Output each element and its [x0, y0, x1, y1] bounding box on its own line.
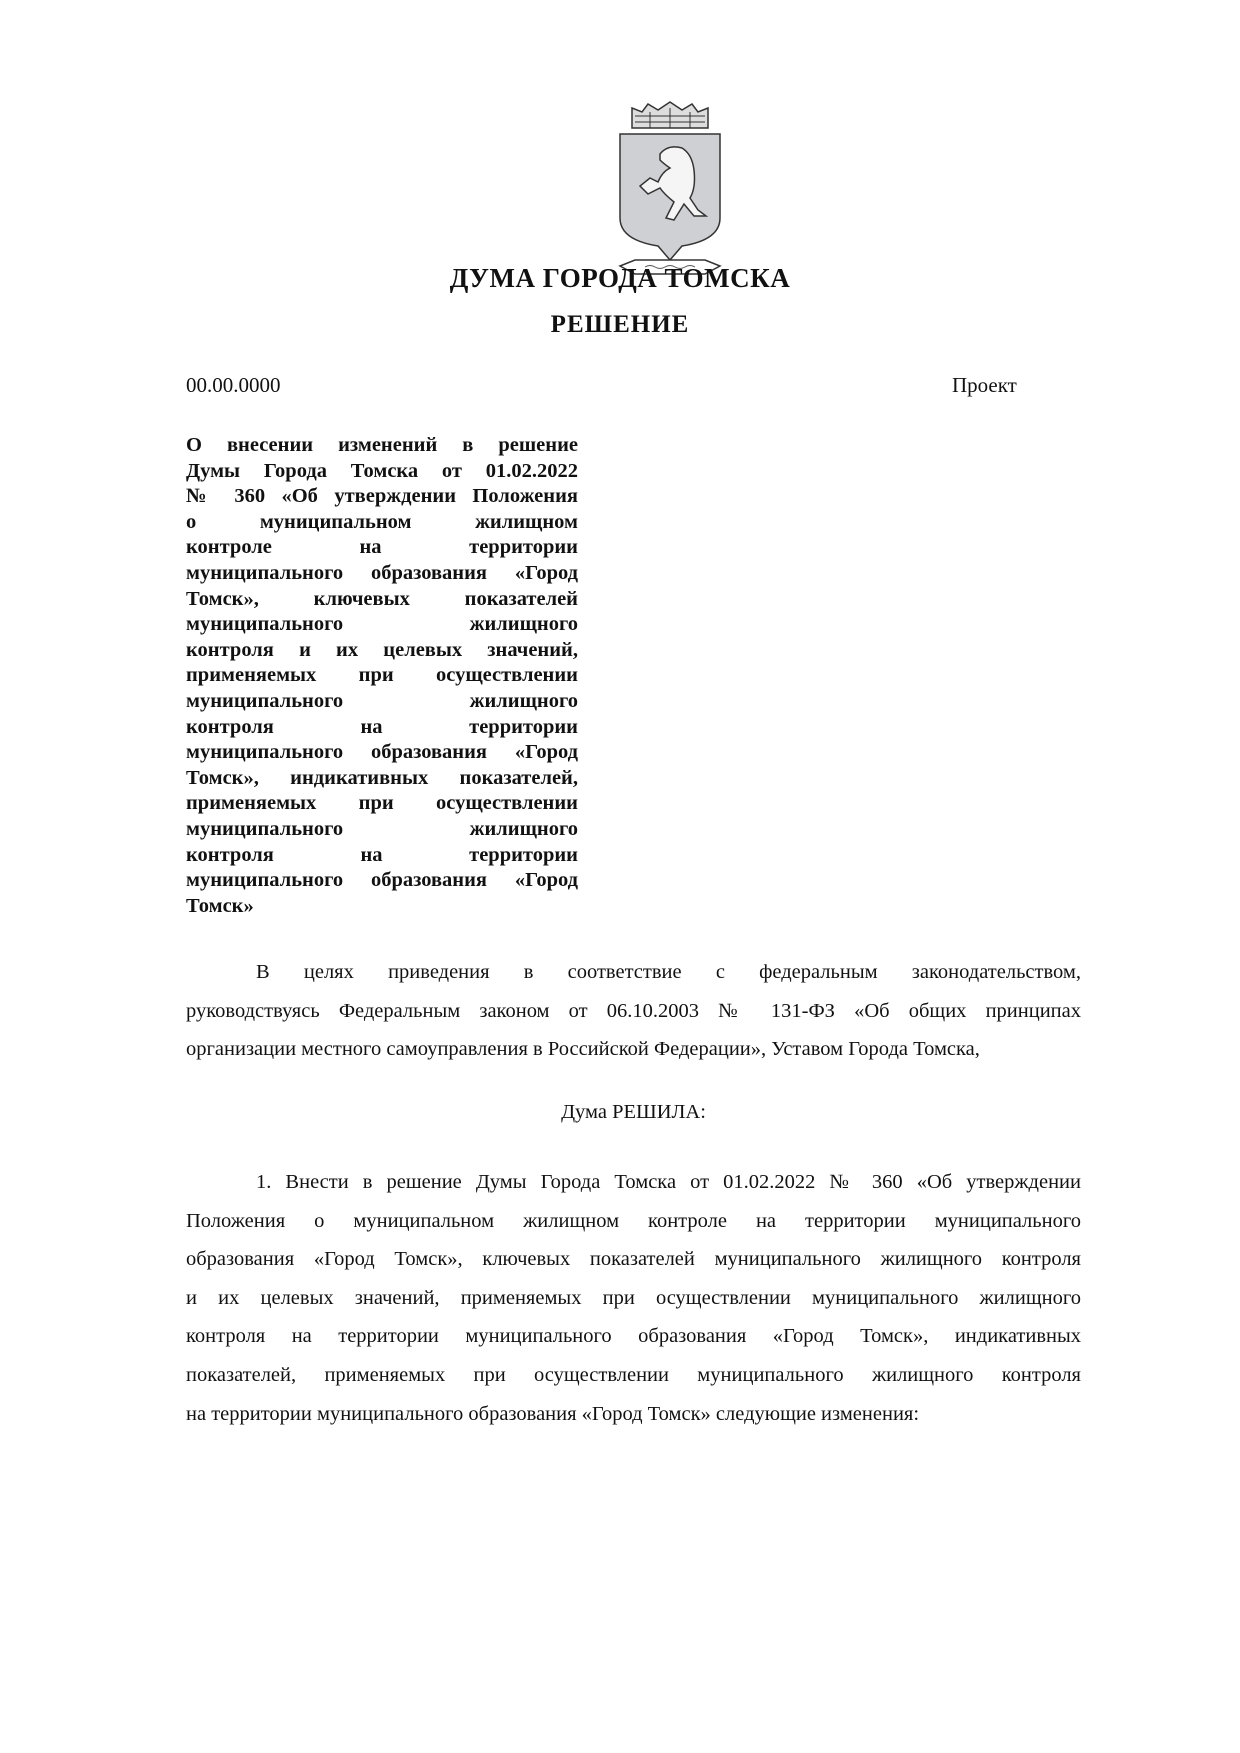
text-line: Томск»	[186, 894, 254, 917]
text-line: муниципального жилищного	[186, 817, 578, 840]
text-line: показателей, применяемых при осуществлении муниципального жилищного контроля	[186, 1364, 1081, 1387]
text-line: контроле на территории	[186, 536, 578, 559]
text-line: муниципального жилищного	[186, 613, 578, 636]
text-line: № 360 «Об утверждении Положения	[186, 485, 578, 508]
text-line: применяемых при осуществлении	[186, 664, 578, 687]
text-line: и их целевых значений, применяемых при осуществлении муниципального жилищного	[186, 1286, 1081, 1309]
text-line: контроля на территории	[186, 843, 578, 866]
text-line: Томск», ключевых показателей	[186, 587, 578, 610]
text-line: организации местного самоуправления в Российской Федерации», Уставом Города Томска,	[186, 1038, 980, 1061]
text-line: на территории муниципального образования «Город Томск» следующие изменения:	[186, 1402, 920, 1425]
text-line: образования «Город Томск», ключевых показателей муниципального жилищного контроля	[186, 1248, 1081, 1271]
document-type: РЕШЕНИЕ	[550, 311, 690, 338]
text-line: муниципального образования «Город	[186, 869, 578, 892]
text-line: контроля на территории муниципального образования «Город Томск», индикативных	[186, 1325, 1081, 1348]
text-line: Думы Города Томска от 01.02.2022	[186, 459, 578, 482]
text-line: В целях приведения в соответствие с федеральным законодательством,	[256, 961, 1081, 984]
text-line: Положения о муниципальном жилищном контроле на территории муниципального	[186, 1209, 1081, 1232]
text-line: контроля и их целевых значений,	[186, 638, 578, 661]
city-coat-of-arms-emblem	[590, 98, 750, 288]
text-line: О внесении изменений в решение	[186, 434, 578, 456]
document-body	[186, 433, 1081, 1433]
document-date: 00.00.0000	[186, 373, 281, 397]
resolved-heading: Дума РЕШИЛА:	[561, 1101, 706, 1124]
document-status: Проект	[952, 373, 1017, 397]
text-line: руководствуясь Федеральным законом от 06.10.2003 № 131-ФЗ «Об общих принципах	[186, 999, 1081, 1022]
text-line: 1. Внести в решение Думы Города Томска от 01.02.2022 № 360 «Об утверждении	[256, 1171, 1081, 1194]
text-line: применяемых при осуществлении	[186, 792, 578, 815]
document-subject	[186, 433, 578, 919]
item-1-paragraph	[186, 1163, 1081, 1433]
organization-title: ДУМА ГОРОДА ТОМСКА	[449, 263, 791, 293]
text-line: муниципального образования «Город	[186, 561, 578, 584]
text-line: Томск», индикативных показателей,	[186, 766, 578, 789]
text-line: о муниципальном жилищном	[186, 510, 578, 533]
text-line: контроля на территории	[186, 715, 578, 738]
text-line: муниципального жилищного	[186, 689, 578, 712]
text-line: муниципального образования «Город	[186, 741, 578, 764]
preamble-paragraph	[186, 953, 1081, 1069]
